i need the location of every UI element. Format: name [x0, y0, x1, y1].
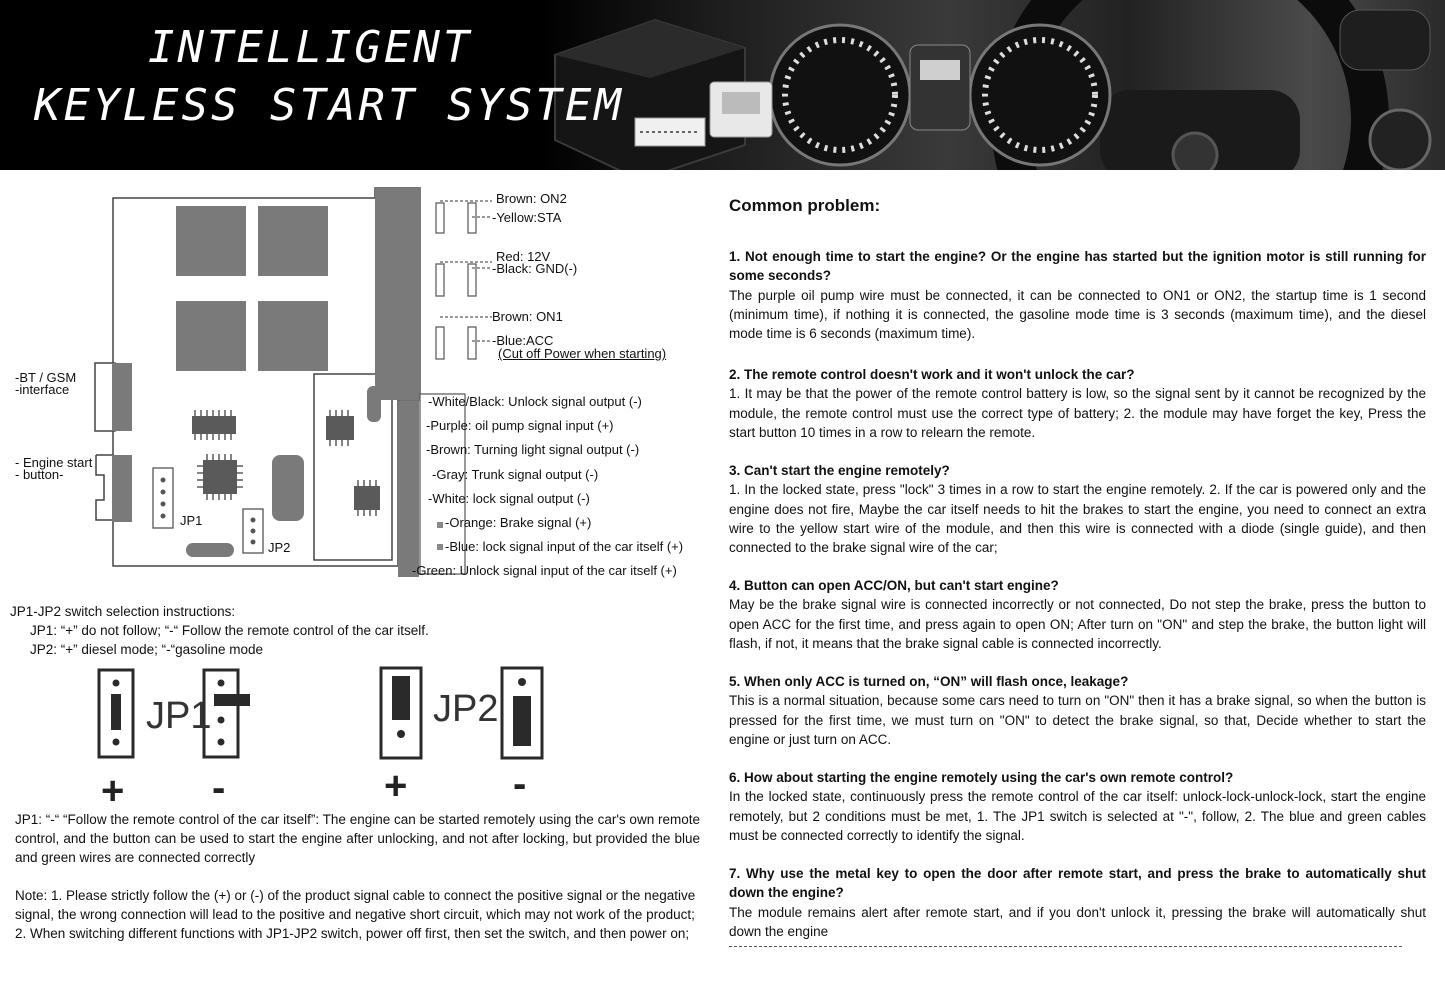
faq-question: 2. The remote control doesn't work and it won't unlock the car? [729, 367, 1135, 382]
wire-label-black-gnd: -Black: GND(-) [492, 261, 578, 276]
faq-item [729, 365, 1426, 442]
wire-label-red-12v: Red: 12V [496, 249, 551, 264]
relay-2 [258, 206, 328, 276]
wire-label-green: -Green: Unlock signal input of the car itself (+) [412, 563, 677, 578]
wire-label-brown-on1: Brown: ON1 [492, 309, 563, 324]
switch-instructions-jp2: JP2: “+” diesel mode; “-“gasoline mode [30, 642, 263, 657]
engine-start-label-line1: - Engine start [15, 455, 93, 470]
wire-label-orange: -Orange: Brake signal (+) [445, 515, 592, 530]
faq-question: 5. When only ACC is turned on, “ON” will flash once, leakage? [729, 674, 1129, 689]
relay-1 [176, 206, 246, 276]
faq-answer: May be the brake signal wire is connected incorrectly or not connected, Do not step the brake, press the button to open ACC for the first time, and press again to open ON; After turn on "ON" and step the brake, the button light will flash, if not, it means that the brake signal cable is connected incorrectly. [729, 597, 1426, 651]
board-label-jp2: JP2 [268, 540, 291, 555]
banner-title-line1: INTELLIGENT [148, 22, 473, 73]
wire-label-blue-acc-note: (Cut off Power when starting) [498, 346, 667, 361]
wire-label-brown-on2: Brown: ON2 [496, 191, 567, 206]
jp1-plus-sign: + [101, 769, 125, 813]
faq-question: 7. Why use the metal key to open the door after remote start, and press the brake to automatically shut down the engine? [729, 866, 1426, 901]
jp1-follow-note: JP1: “-“ “Follow the remote control of the car itself”: The engine can be started remotely using the car's own remote control, and the button can be used to start the engine after unlocking, and not after locking, but provided the blue and green wires are connected correctly [15, 812, 700, 865]
wiring-note-line2: 2. When switching different functions with JP1-JP2 switch, power off first, then set the switch, and then power on; [15, 926, 690, 941]
board-label-jp1: JP1 [180, 513, 203, 528]
engine-start-port [96, 455, 113, 520]
faq-answer: The purple oil pump wire must be connected, it can be connected to ON1 or ON2, the startup time is 1 second (minimum time), if nothing it is connected, the gasoline mode time is 3 seconds (maximum time), and the diesel mode time is 6 seconds (maximum time). [729, 287, 1426, 342]
wire-label-purple: -Purple: oil pump signal input (+) [426, 418, 614, 433]
jp2-plus-sign: + [384, 764, 408, 808]
faq-answer: 1. It may be that the power of the remote control battery is low, so the signal sent by it cannot be recognized by the module, the remote control must use the correct type of battery; 2. the module may have forget the key, Press the start button 10 times in a row to relearn the remote. [729, 386, 1426, 440]
jp2-switch-name: JP2 [433, 688, 499, 730]
faq-answer: The module remains alert after remote start, and if you don't unlock it, pressing the brake will automatically shut down the engine [729, 904, 1426, 939]
wire-label-blue-lock: -Blue: lock signal input of the car itself (+) [445, 539, 684, 554]
wire-label-brown-turn: -Brown: Turning light signal output (-) [426, 442, 640, 457]
relay-3 [176, 301, 246, 371]
bt-gsm-label-line2: -interface [15, 382, 70, 397]
wire-label-yellow-sta: -Yellow:STA [492, 210, 562, 225]
capacitor [272, 455, 304, 521]
faq-item [729, 461, 1426, 557]
wire-label-white: -White: lock signal output (-) [428, 491, 590, 506]
faq-question: 6. How about starting the engine remotely using the car's own remote control? [729, 770, 1234, 785]
faq-question: 4. Button can open ACC/ON, but can't start engine? [729, 578, 1059, 593]
faq-title: Common problem: [729, 196, 881, 215]
faq-item [729, 672, 1426, 749]
wire-label-white-black: -White/Black: Unlock signal output (-) [428, 394, 642, 409]
jp1-switch-name: JP1 [146, 695, 212, 737]
bt-gsm-label-line1: -BT / GSM [15, 370, 77, 385]
faq-item [729, 247, 1426, 343]
wiring-note [15, 886, 700, 943]
faq-answer: This is a normal situation, because some cars need to turn on "ON" then it has a brake signal, so when the button is pressed for the first time, we must turn on "ON" to detect the brake signal, so that, Decide whether to start the engine or just turn on ACC. [729, 693, 1426, 747]
faq-item [729, 768, 1426, 845]
banner-title-line2: KEYLESS START SYSTEM [34, 80, 624, 131]
jp1-header [153, 468, 173, 528]
jp2-minus-sign: - [513, 762, 527, 806]
faq-question: 3. Can't start the engine remotely? [729, 463, 950, 478]
wire-label-gray: -Gray: Trunk signal output (-) [432, 467, 599, 482]
jp1-minus-sign: - [212, 766, 226, 810]
dashed-divider [729, 946, 1402, 947]
crystal [186, 543, 234, 557]
faq-question: 1. Not enough time to start the engine? Or the engine has started but the ignition motor is still running for some seconds? [729, 249, 1426, 284]
faq-answer: In the locked state, continuously press the remote control of the car itself: unlock-lock-unlock-lock, start the engine remotely, but 2 conditions must be met, 1. The JP1 switch is selected at "-", follow, 2. The blue and green cables must be connected correctly to identify the signal. [729, 789, 1426, 843]
signal-connector [398, 401, 419, 577]
switch-instructions-heading: JP1-JP2 switch selection instructions: [10, 604, 236, 619]
wire-label-blue-acc: -Blue:ACC [492, 333, 554, 348]
wiring-note-line1: Note: 1. Please strictly follow the (+) or (-) of the product signal cable to connect the positive signal or the negative signal, the wrong connection will lead to the positive and negative short circuit, which may not work of the product; [15, 888, 696, 922]
relay-4 [258, 301, 328, 371]
faq-item [729, 576, 1426, 653]
wiring-diagram [0, 170, 700, 590]
banner-car-illustration [540, 0, 1445, 170]
engine-start-label-line2: - button- [15, 467, 64, 482]
faq-answer: 1. In the locked state, press "lock" 3 times in a row to start the engine remotely. 2. If the car is powered only and the engine does not fire, Maybe the car itself needs to hit the brakes to start the engine, you need to connect an extra wire to the yellow start wire of the module, and then this wire is connected with a diode (single guide), and then connected to the brake signal wire of the car; [729, 482, 1426, 556]
tachometer-icon [970, 25, 1110, 165]
faq-item [729, 864, 1426, 941]
header-banner [0, 0, 1445, 170]
main-connector [375, 188, 421, 400]
switch-instructions-jp1: JP1: “+” do not follow; “-“ Follow the remote control of the car itself. [30, 623, 429, 638]
speedometer-icon [770, 25, 910, 165]
